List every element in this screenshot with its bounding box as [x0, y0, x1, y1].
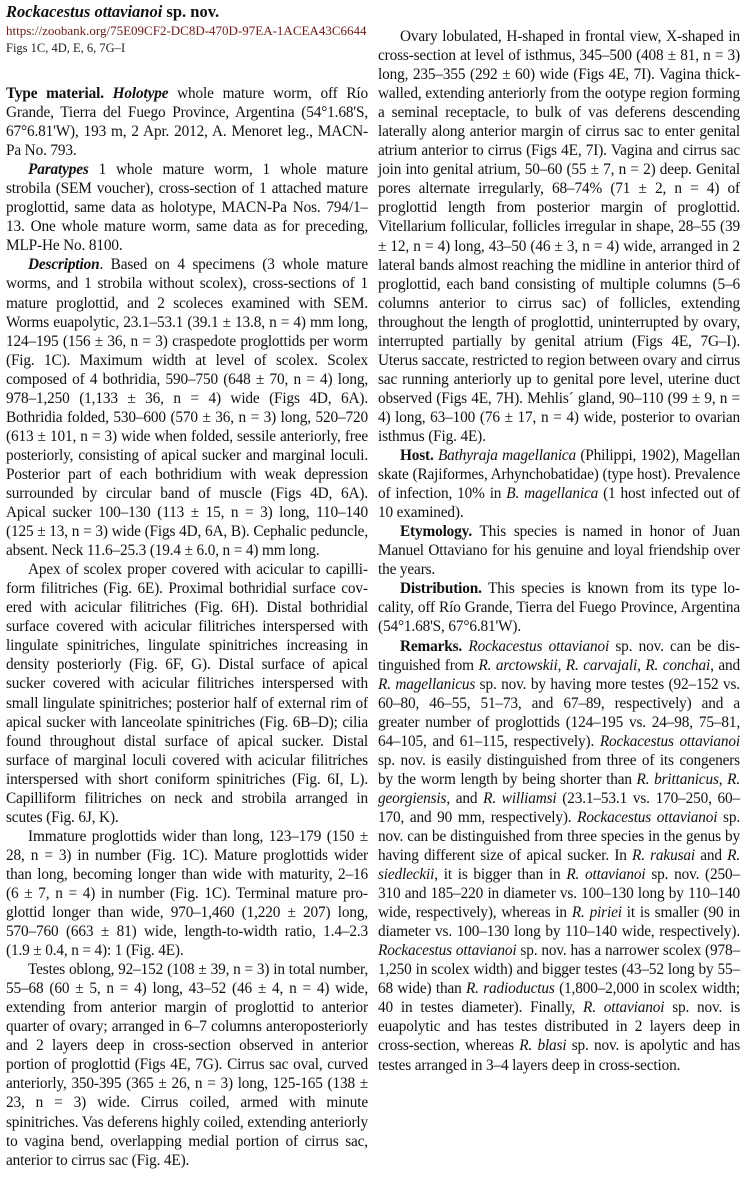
species-ref: R. piriei — [571, 904, 622, 922]
remarks-text: and — [694, 847, 728, 865]
species-title — [6, 2, 426, 22]
remarks-text: sp. nov. has a narrower scolex (978–1,250 in scolex width) and bigger testes (43–52 long by 55–68 wide) than — [378, 942, 740, 998]
remarks-text: , and — [446, 789, 484, 807]
type-material-heading: Type material. — [6, 85, 104, 102]
etymology-text: This species is named in honor of Juan Manuel Ottaviano for his genuine and loyal friendship over the years. — [378, 523, 740, 579]
immature-proglottids-paragraph: Immature proglottids wider than long, 123–179 (150 ± 28, n = 3) in number (Fig. 1C). Mature proglottids wider than long, becoming longer than wide with maturity, 2–16 (6 ± 7, n = 4) in number (Fig. 1C). Terminal mature proglottid longer than wide, 970–1,460 (1,220 ± 207) long, 570–760 (663 ± 81) wide, length-to-width ratio, 1.4–2.3 (1.9 ± 0.4, n = 4): 1 (Fig. 4E). — [6, 827, 368, 960]
testes-paragraph: Testes oblong, 92–152 (108 ± 39, n = 3) in total number, 55–68 (60 ± 5, n = 4) long, 43–52 (46 ± 4, n = 4) wide, extending from anterior margin of proglottid to anterior quarter of ovary; arranged in 6–7 columns anteroposteriorly and 2 layers deep in cross-section observed in anterior portion of proglottid (Figs 4E, 7G). Cirrus sac oval, curved anteriorly, 350-395 (365 ± 26, n = 3) long, 125-165 (138 ± 23, n = 3) wide. Cirrus coiled, armed with minute spinitriches. Vas deferens highly coiled, extending anteriorly to vagina bend, overlapping medial portion of cirrus sac, anterior to cirrus sac (Fig. 4E). — [6, 961, 368, 1169]
paratypes-label: Paratypes — [28, 161, 89, 179]
type-material-text: whole mature worm, off Río Grande, Tierra del Fuego Province, Argentina (54°1.68'S, 67°6.81'W), 193 m, 2 Apr. 2012, A. Menoret leg., MACN-Pa No. 793. — [6, 85, 368, 160]
species-name: Rockacestus ottavianoi — [6, 2, 163, 21]
holotype-label: Holotype — [112, 85, 169, 102]
host-species-abbr: B. magellanica — [506, 485, 599, 503]
species-ref: R. ottavianoi — [583, 999, 665, 1017]
species-ref: R. blasi — [519, 1037, 567, 1055]
species-ref: R. carvajali — [565, 656, 638, 674]
description-text: . Based on 4 specimens (3 whole mature worms, and 1 strobila without scolex), cross-sections of 1 mature proglottid, and 2 scoleces examined with SEM. Worms euapolytic, 23.1–53.1 (39.1 ± 13.8, n = 4) mm long, 124–195 (156 ± 36, n = 3) craspedote proglottids per worm (Fig. 1C). Maximum width at level of scolex. Scolex composed of 4 bothridia, 590–750 (648 ± 70, n = 4) long, 978–1,250 (1,133 ± 36, n = 4) wide (Figs 4D, 6A). Bothridia folded, 530–600 (570 ± 36, n = 3) long, 520–720 (613 ± 101, n = 3) wide when folded, sessile anteriorly, free posteriorly, consisting of apical sucker and marginal loculi. Posterior part of each bothridium with weak depression surrounded by circular band of muscle (Figs 4D, 6A). Apical sucker 100–130 (113 ± 15, n = 3) long, 110–140 (125 ± 13, n = 3) wide (Figs 4D, 6A, B). Cephalic peduncle, absent. Neck 11.6–25.3 (19.4 ± 6.0, n = 4) mm long. — [6, 256, 368, 560]
host-text: (Philippi, 1902), Magellan skate (Rajiformes, Arhynchobatidae) (type host). Prevalence of infection, 10% in — [378, 447, 740, 503]
remarks-text: , it is bigger than in — [434, 866, 567, 884]
figure-references: Figs 1C, 4D, E, 6, 7G–I — [6, 41, 126, 55]
species-ref: R. magellanicus — [378, 675, 476, 693]
species-status: sp. nov. — [162, 2, 220, 21]
host-paragraph — [378, 446, 740, 522]
distribution-heading: Distribution. — [400, 580, 482, 598]
right-column — [378, 27, 740, 1075]
species-ref: R. siedleckii — [378, 847, 740, 884]
species-ref: R. georgiensis — [378, 770, 740, 807]
distribution-paragraph — [378, 579, 740, 636]
left-column — [6, 84, 368, 1170]
remarks-text: sp. nov. by having more testes (92–152 vs. 60–80, 46–55, 51–73, and 67–89, respectively) and a greater number of proglottids (124–195 vs. 24–98, 75–81, 64–105, and 61–115, respectively). — [378, 675, 740, 750]
remarks-heading: Remarks. — [400, 637, 463, 655]
remarks-text: sp. nov. can be distinguished from — [378, 637, 740, 674]
distribution-text: This species is known from its type locality, off Río Grande, Tierra del Fuego Province, Argentina (54°1.68'S, 67°6.81'W). — [378, 580, 740, 636]
species-ref: Rockacestus ottavianoi — [599, 732, 740, 750]
remarks-text: sp. nov. (250–310 and 185–220 in diameter vs. 100–130 long by 110–140 wide, respectively), whereas in — [378, 866, 740, 922]
ovary-paragraph: Ovary lobulated, H-shaped in frontal view, X-shaped in cross-section at level of isthmus, 345–500 (408 ± 81, n = 3) long, 235–355 (292 ± 60) wide (Figs 4E, 7I). Vagina thick-walled, extending anteriorly from the ootype region forming a seminal receptacle, to bulk of vas deferens descending laterally along anterior margin of cirrus sac to enter genital atrium anterior to cirrus (Figs 4E, 7I). Vagina and cirrus sac join into genital atrium, 50–60 (55 ± 7, n = 2) deep. Genital pores alternate irregularly, 68–74% (71 ± 2, n = 4) of proglottid length from posterior margin of proglottid. Vitellarium follicular, follicles irregular in shape, 28–55 (39 ± 12, n = 4) long, 43–50 (46 ± 3, n = 4) wide, arranged in 2 lateral bands almost reaching the midline in anterior third of proglottid, each band consisting of multiple columns (5–6 columns anterior to cirrus sac) of follicles, extending throughout the length of proglottid, uninterrupted by ovary, interrupted partially by genital atrium (Figs 4E, 7G–I). Uterus saccate, restricted to region between ovary and cirrus sac running anteriorly up to genital pore level, uterine duct observed (Figs 4E, 7H). Mehlis´ gland, 90–110 (99 ± 9, n = 4) long, 63–100 (76 ± 17, n = 4) wide, posterior to ovarian isthmus (Fig. 4E). — [378, 28, 740, 445]
species-ref: Rockacestus ottavianoi — [577, 808, 718, 826]
species-ref: R. conchai — [645, 656, 711, 674]
remarks-text: , — [637, 656, 646, 674]
paratypes-text: 1 whole mature worm, 1 whole mature strobila (SEM voucher), cross-section of 1 attached mature proglottid, same data as holotype, MACN-Pa Nos. 794/1–13. One whole mature worm, same data as for preceding, MLP-He No. 8100. — [6, 161, 368, 255]
paratypes-paragraph — [6, 160, 368, 255]
species-header — [6, 2, 426, 57]
remarks-text: (23.1–53.1 vs. 170–250, 60–170, and 90 mm, respectively). — [378, 789, 740, 826]
species-ref: Rockacestus ottavianoi — [468, 637, 610, 655]
species-ref: R. brittanicus — [636, 770, 719, 788]
host-text-end: (1 host infected out of 10 examined). — [378, 485, 740, 522]
etymology-paragraph — [378, 522, 740, 579]
species-ref: R. arctowskii — [478, 656, 558, 674]
apex-paragraph: Apex of scolex proper covered with acicular to capilliform filitriches (Fig. 6E). Proximal bothridial surface covered with acicular filitriches (Fig. 6H). Distal bothridial surface covered with acicular filitriches interspersed with lingulate spinitriches, lingulate spinitriches increasing in density posteriorly (Fig. 6F, G). Distal surface of apical sucker covered with acicular filitriches interspersed with small lingulate spinitriches; posterior half of external rim of apical sucker with lanceolate spinitriches (Fig. 6B–D); cilia found throughout distal surface of apical sucker. Distal surface of marginal loculi covered with acicular filitriches interspersed with short coniform spinitriches (Fig. 6I, L). Capilliform filitriches on neck and strobila arranged in scutes (Fig. 6J, K). — [6, 561, 368, 826]
species-ref: R. ottavianoi — [566, 866, 646, 884]
remarks-text: , — [557, 656, 566, 674]
species-ref: R. rakusai — [632, 847, 695, 865]
description-paragraph — [6, 255, 368, 560]
etymology-heading: Etymology. — [400, 523, 473, 541]
remarks-text: (1,800–2,000 in scolex width; 40 in testes diameter). Finally, — [378, 980, 740, 1017]
remarks-text: sp. nov. is apolytic and has testes arranged in 3–4 layers deep in cross-section. — [378, 1037, 740, 1074]
remarks-text: it is smaller (90 in diameter vs. 100–130 long by 110–140 wide, respectively). — [378, 904, 740, 941]
remarks-text: sp. nov. is euapolytic and has testes distributed in 2 layers deep in cross-section, whereas — [378, 999, 741, 1055]
zoobank-link[interactable]: https://zoobank.org/75E09CF2-DC8D-470D-97EA-1ACEA43C6644 — [6, 23, 367, 38]
host-species: Bathyraja magellanica — [437, 447, 577, 465]
species-ref: R. williamsi — [483, 789, 557, 807]
remarks-text: , and — [710, 656, 740, 674]
remarks-text: sp. nov. is easily distinguished from three of its congeners by the worm length by being shorter than — [378, 751, 740, 788]
species-ref: R. radioductus — [465, 980, 555, 998]
type-material-paragraph — [6, 84, 368, 160]
remarks-paragraph — [378, 637, 740, 1075]
species-ref: Rockacestus ottavianoi — [378, 942, 517, 960]
remarks-text: sp. nov. can be distinguished from three species in the genus by having different size of apical sucker. In — [378, 808, 740, 865]
description-label: Description — [28, 256, 100, 274]
remarks-text: , — [718, 770, 728, 788]
host-heading: Host. — [400, 447, 434, 465]
